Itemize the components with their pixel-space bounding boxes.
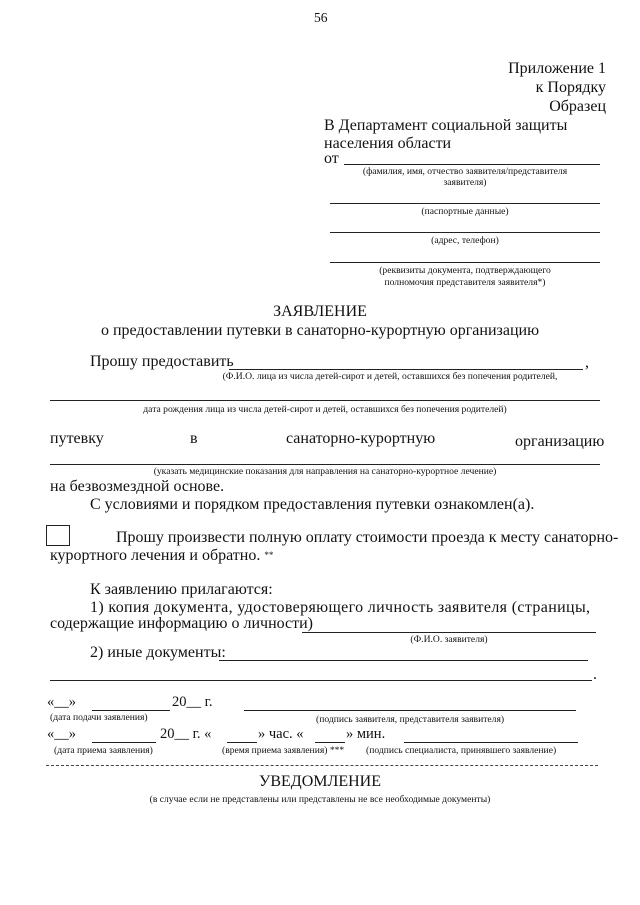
word-putevku: путевку — [50, 430, 104, 447]
caption-fio: (фамилия, имя, отчество заявителя/представителя — [362, 166, 568, 177]
representative-doc-field[interactable] — [330, 262, 600, 263]
address-field[interactable] — [330, 232, 600, 233]
statement-title: ЗАЯВЛЕНИЕ — [273, 303, 367, 320]
request-label: Прошу предоставить — [90, 353, 234, 370]
caption-specialist-signature: (подпись специалиста, принявшего заявление) — [366, 745, 557, 756]
word-organizaciyu: организацию — [515, 433, 605, 450]
applicant-signature-field[interactable] — [244, 710, 576, 711]
payment-text-main: курортного лечения и обратно. — [50, 547, 261, 564]
caption-child-dob: дата рождения лица из числа детей-сирот и детей, оставшихся без попечения родителей) — [143, 404, 507, 415]
child-fio-field[interactable] — [229, 369, 583, 370]
submit-date-year: 20__ г. — [172, 694, 213, 710]
caption-applicant-fio: (Ф.И.О. заявителя) — [410, 634, 488, 645]
from-label: от — [324, 150, 339, 167]
caption-applicant-signature: (подпись заявителя, представителя заявителя) — [316, 714, 505, 725]
caption-submit-date: (дата подачи заявления) — [50, 712, 148, 723]
cut-line — [46, 765, 598, 766]
statement-subtitle: о предоставлении путевки в санаторно-курортную организацию — [100, 322, 540, 339]
caption-receipt-date: (дата приема заявления) — [54, 745, 153, 756]
applicant-fio-field[interactable] — [344, 164, 600, 165]
receipt-hours-label: » час. « — [258, 726, 304, 742]
specialist-signature-field[interactable] — [404, 742, 578, 743]
receipt-date-month-field[interactable] — [92, 742, 156, 743]
receipt-hours-field[interactable] — [227, 742, 257, 743]
caption-child-fio: (Ф.И.О. лица из числа детей-сирот и детей, оставшихся без попечения родителей, — [222, 371, 558, 382]
attachment-item2: 2) иные документы: — [90, 644, 226, 661]
appendix-label: Приложение 1 — [508, 60, 606, 77]
addressee-line1: В Департамент социальной защиты — [324, 117, 568, 134]
addressee-line2: населения области — [324, 135, 452, 152]
acquainted-text: С условиями и порядком предоставления путевки ознакомлен(а). — [90, 496, 535, 513]
page-number: 56 — [314, 10, 328, 25]
request-comma: , — [585, 354, 589, 371]
word-v: в — [190, 430, 198, 447]
applicant-fio-attachment-field[interactable] — [302, 632, 596, 633]
sample-label: Образец — [549, 98, 606, 115]
attached-label: К заявлению прилагаются: — [90, 581, 273, 598]
medical-indications-field[interactable] — [50, 464, 600, 465]
attachment-item1-line2: содержащие информацию о личности) — [50, 615, 314, 632]
other-docs-dot: . — [593, 666, 597, 683]
payment-text-line1: Прошу произвести полную оплату стоимости проезда к месту санаторно- — [116, 529, 619, 546]
submit-date-month-field[interactable] — [92, 710, 170, 711]
caption-medical: (указать медицинские показания для направления на санаторно-курортное лечение) — [153, 466, 497, 477]
to-order-label: к Порядку — [535, 79, 606, 96]
other-docs-field[interactable] — [219, 660, 588, 661]
submit-date-day: «__» — [47, 694, 76, 710]
free-basis-text: на безвозмездной основе. — [50, 478, 225, 495]
other-docs-field-2[interactable] — [50, 680, 592, 681]
payment-text-line2 — [50, 547, 273, 565]
caption-rekv-1: (реквизиты документа, подтверждающего — [379, 265, 551, 276]
caption-fio-2: заявителя) — [443, 177, 487, 188]
word-sanatorno: санаторно-курортную — [286, 430, 436, 447]
attachment-item1-line1: 1) копия документа, удостоверяющего личность заявителя (страницы, — [90, 599, 591, 616]
receipt-minutes-label: » мин. — [346, 726, 386, 742]
caption-rekv-2: полномочия представителя заявителя*) — [384, 277, 546, 288]
receipt-minutes-field[interactable] — [315, 742, 345, 743]
caption-address: (адрес, телефон) — [431, 235, 499, 246]
payment-footnote-mark: ** — [264, 550, 274, 560]
caption-passport: (паспортные данные) — [421, 206, 509, 217]
receipt-date-day: «__» — [47, 726, 76, 742]
payment-checkbox[interactable] — [46, 525, 70, 546]
caption-receipt-time: (время приема заявления) *** — [222, 745, 345, 756]
notice-title: УВЕДОМЛЕНИЕ — [259, 773, 381, 790]
passport-field[interactable] — [330, 203, 600, 204]
child-dob-field[interactable] — [50, 400, 600, 401]
receipt-date-year: 20__ г. « — [160, 726, 212, 742]
notice-subtitle: (в случае если не представлены или представлены не все необходимые документы) — [149, 794, 491, 805]
